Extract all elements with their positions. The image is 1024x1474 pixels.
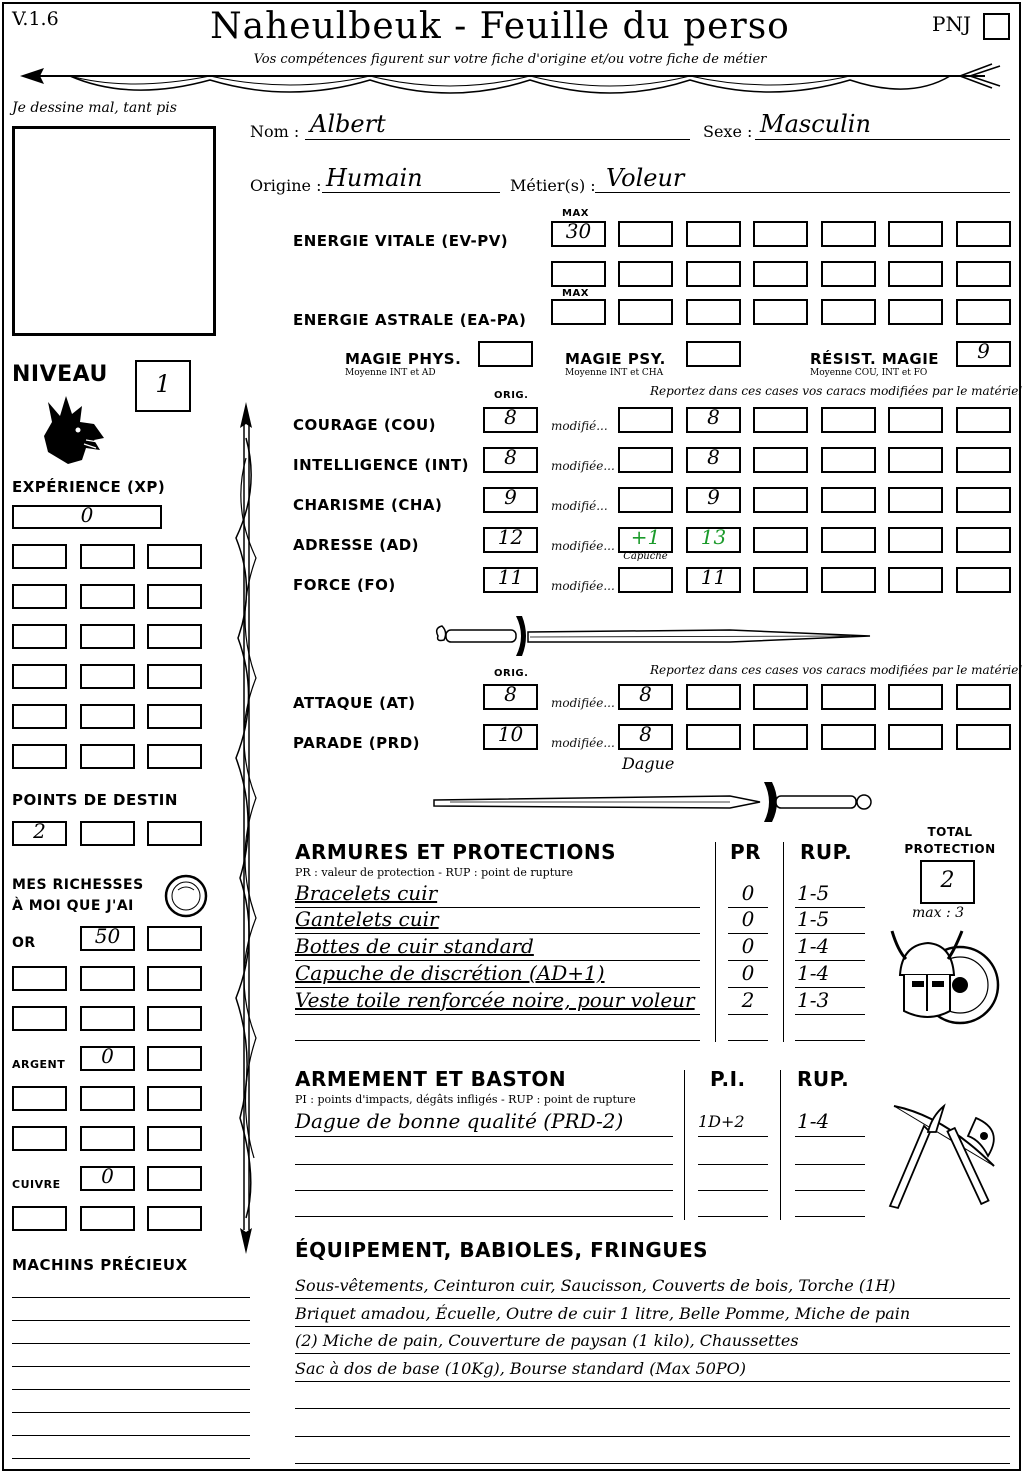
resist-magie-note: Moyenne COU, INT et FO xyxy=(810,368,928,378)
weapon-pi-line xyxy=(698,1190,768,1191)
carac-extra-box[interactable] xyxy=(888,407,943,433)
total-protection-label-2: PROTECTION xyxy=(904,842,996,856)
combat-orig-label: ORIG. xyxy=(494,668,529,679)
wealth-box[interactable] xyxy=(80,926,135,951)
xp-label: EXPÉRIENCE (XP) xyxy=(12,478,166,496)
resist-magie-label: RÉSIST. MAGIE xyxy=(810,350,940,368)
ev-box[interactable] xyxy=(686,221,741,247)
wealth-box[interactable] xyxy=(12,1006,67,1031)
ev-box[interactable] xyxy=(551,221,606,247)
sword-icon xyxy=(430,778,880,828)
origine-value[interactable]: Humain xyxy=(326,164,423,192)
machins-line xyxy=(12,1412,250,1413)
wealth-box[interactable] xyxy=(147,1166,202,1191)
ev-box[interactable] xyxy=(618,261,673,287)
ev-box[interactable] xyxy=(821,261,876,287)
carac-extra-box[interactable] xyxy=(753,487,808,513)
xp-box[interactable] xyxy=(12,584,67,609)
ea-box[interactable] xyxy=(956,299,1011,325)
equipment-line xyxy=(295,1463,1010,1464)
crossed-weapons-icon xyxy=(884,1096,1009,1216)
combat-value-box[interactable] xyxy=(618,724,673,750)
armor-item-rup[interactable]: 1-3 xyxy=(797,988,830,1012)
equipment-title: ÉQUIPEMENT, BABIOLES, FRINGUES xyxy=(295,1238,709,1262)
combat-label: PARADE (PRD) xyxy=(293,734,421,752)
xp-box[interactable] xyxy=(12,624,67,649)
ev-box[interactable] xyxy=(956,261,1011,287)
metier-line xyxy=(595,192,1010,193)
wealth-box[interactable] xyxy=(147,1206,202,1231)
carac-value-box[interactable] xyxy=(686,527,741,553)
destin-box[interactable] xyxy=(80,821,135,846)
armor-item-pr[interactable]: 0 xyxy=(741,907,755,931)
equipment-item[interactable]: (2) Miche de pain, Couverture de paysan (1 kilo), Chaussettes xyxy=(295,1331,799,1350)
carac-extra-box[interactable] xyxy=(821,567,876,593)
ev-label: ENERGIE VITALE (EV-PV) xyxy=(293,232,509,250)
armor-item-rup[interactable]: 1-4 xyxy=(797,961,830,985)
machins-line xyxy=(12,1320,250,1321)
carac-mod-label: modifié... xyxy=(551,419,608,433)
combat-extra-box[interactable] xyxy=(956,684,1011,710)
page-title: Naheulbeuk - Feuille du perso xyxy=(210,6,790,47)
wealth-box[interactable] xyxy=(80,1006,135,1031)
ea-box[interactable] xyxy=(686,299,741,325)
carac-label: CHARISME (CHA) xyxy=(293,496,443,514)
wealth-value: 50 xyxy=(94,924,121,948)
xp-box[interactable] xyxy=(147,584,202,609)
xp-box[interactable] xyxy=(12,704,67,729)
armor-divider xyxy=(715,842,716,1042)
combat-extra-box[interactable] xyxy=(753,724,808,750)
carac-orig-value: 9 xyxy=(504,485,517,509)
carac-orig-box[interactable] xyxy=(483,407,538,433)
machins-line xyxy=(12,1435,250,1436)
carac-extra-box[interactable] xyxy=(753,527,808,553)
metier-label: Métier(s) : xyxy=(510,176,596,195)
wealth-box[interactable] xyxy=(12,1126,67,1151)
total-protection-box[interactable] xyxy=(920,860,975,904)
carac-orig-value: 8 xyxy=(504,405,517,429)
armor-item-pr[interactable]: 0 xyxy=(741,934,755,958)
weapon-rup-line xyxy=(795,1164,865,1165)
carac-orig-box[interactable] xyxy=(483,487,538,513)
pnj-checkbox[interactable] xyxy=(983,13,1010,40)
carac-extra-box[interactable] xyxy=(956,487,1011,513)
armor-line xyxy=(295,1014,700,1015)
carac-extra-box[interactable] xyxy=(956,407,1011,433)
carac-mod-label: modifiée... xyxy=(551,539,615,553)
armor-title: ARMURES ET PROTECTIONS xyxy=(295,840,616,864)
ev-box[interactable] xyxy=(956,221,1011,247)
magie-psy-box[interactable] xyxy=(686,341,741,367)
ea-max-label: MAX xyxy=(562,288,589,299)
carac-value-value: 8 xyxy=(707,405,720,429)
carac-value-box[interactable] xyxy=(686,447,741,473)
resist-magie-box[interactable] xyxy=(956,341,1011,367)
weapon-item-rup[interactable]: 1-4 xyxy=(797,1109,830,1133)
carac-extra-box[interactable] xyxy=(821,527,876,553)
weapon-rup-line xyxy=(795,1190,865,1191)
armor-item-rup[interactable]: 1-5 xyxy=(797,881,830,905)
ev-box[interactable] xyxy=(888,221,943,247)
portrait-box[interactable] xyxy=(12,126,216,336)
nom-label: Nom : xyxy=(250,122,300,141)
wealth-box[interactable] xyxy=(12,1086,67,1111)
xp-box[interactable] xyxy=(80,664,135,689)
coin-icon xyxy=(162,872,210,920)
carac-extra-box[interactable] xyxy=(956,567,1011,593)
combat-extra-box[interactable] xyxy=(888,684,943,710)
ea-box[interactable] xyxy=(618,299,673,325)
wealth-box[interactable] xyxy=(147,1086,202,1111)
spear-icon xyxy=(226,398,266,1258)
armor-divider xyxy=(783,842,784,1042)
total-protection-label-1: TOTAL xyxy=(927,825,973,839)
ev-box[interactable] xyxy=(551,261,606,287)
armor-item-name[interactable]: Capuche de discrétion (AD+1) xyxy=(295,961,605,985)
pnj-label: PNJ xyxy=(932,12,971,36)
origine-line xyxy=(322,192,500,193)
combat-value-value: 8 xyxy=(639,682,652,706)
carac-value-value: 8 xyxy=(707,445,720,469)
carac-orig-box[interactable] xyxy=(483,527,538,553)
wealth-box[interactable] xyxy=(147,1126,202,1151)
ev-max-label: MAX xyxy=(562,208,589,219)
wealth-value: 0 xyxy=(101,1044,114,1068)
wealth-box[interactable] xyxy=(147,1006,202,1031)
subtitle: Vos compétences figurent sur votre fiche d'origine et/ou votre fiche de métier xyxy=(253,52,767,67)
carac-value-box[interactable] xyxy=(686,407,741,433)
armor-item-pr[interactable]: 0 xyxy=(741,961,755,985)
combat-extra-box[interactable] xyxy=(956,724,1011,750)
cuivre-label: CUIVRE xyxy=(12,1178,61,1191)
magie-phys-note: Moyenne INT et AD xyxy=(345,368,436,378)
xp-value: 0 xyxy=(80,503,94,527)
or-label: OR xyxy=(12,935,36,951)
carac-mod-label: modifiée... xyxy=(551,459,615,473)
carac-bonus-note: Capuche xyxy=(623,551,668,562)
carac-value-value: 13 xyxy=(700,525,727,549)
ea-box[interactable] xyxy=(551,299,606,325)
xp-box[interactable] xyxy=(12,664,67,689)
wealth-box[interactable] xyxy=(147,1046,202,1071)
sexe-line xyxy=(755,139,1010,140)
combat-mod-label: modifiée... xyxy=(551,736,615,750)
combat-mod-label: modifiée... xyxy=(551,696,615,710)
wealth-box[interactable] xyxy=(80,1046,135,1071)
combat-report-note: Reportez dans ces cases vos caracs modifiées par le matériel xyxy=(650,663,1023,677)
wealth-box[interactable] xyxy=(80,1206,135,1231)
nom-line xyxy=(305,139,690,140)
ea-box[interactable] xyxy=(821,299,876,325)
machins-label: MACHINS PRÉCIEUX xyxy=(12,1256,188,1274)
carac-bonus-box[interactable] xyxy=(618,527,673,553)
equipment-item[interactable]: Briquet amadou, Écuelle, Outre de cuir 1 litre, Belle Pomme, Miche de pain xyxy=(295,1303,911,1323)
armor-item-rup[interactable]: 1-5 xyxy=(797,907,830,931)
carac-label: COURAGE (COU) xyxy=(293,416,437,434)
carac-value-value: 11 xyxy=(700,565,727,589)
ev-box[interactable] xyxy=(686,261,741,287)
carac-orig-value: 8 xyxy=(504,445,517,469)
weapons-note: PI : points d'impacts, dégâts infligés - RUP : point de rupture xyxy=(295,1093,636,1106)
xp-box[interactable] xyxy=(12,744,67,769)
carac-extra-box[interactable] xyxy=(888,487,943,513)
combat-orig-value: 10 xyxy=(497,722,524,746)
combat-extra-box[interactable] xyxy=(821,724,876,750)
armor-rup-header: RUP. xyxy=(800,840,853,864)
armor-pr-header: PR xyxy=(730,840,762,864)
xp-box[interactable] xyxy=(147,744,202,769)
machins-line xyxy=(12,1297,250,1298)
xp-box[interactable] xyxy=(80,544,135,569)
carac-extra-box[interactable] xyxy=(888,567,943,593)
carac-value-box[interactable] xyxy=(686,487,741,513)
resist-magie-value: 9 xyxy=(977,339,990,363)
machins-line xyxy=(12,1366,250,1367)
weapons-divider xyxy=(684,1070,685,1220)
combat-value-box[interactable] xyxy=(618,684,673,710)
niveau-label: NIVEAU xyxy=(12,362,108,387)
combat-extra-box[interactable] xyxy=(686,724,741,750)
ev-box[interactable] xyxy=(821,221,876,247)
carac-extra-box[interactable] xyxy=(753,407,808,433)
combat-orig-value: 8 xyxy=(504,682,517,706)
wealth-box[interactable] xyxy=(80,1086,135,1111)
weapon-pi-line xyxy=(698,1216,768,1217)
carac-extra-box[interactable] xyxy=(821,487,876,513)
armor-item-name[interactable]: Veste toile renforcée noire, pour voleur xyxy=(295,988,695,1012)
carac-orig-label: ORIG. xyxy=(494,390,529,401)
destin-value: 2 xyxy=(33,819,46,843)
carac-extra-box[interactable] xyxy=(753,447,808,473)
weapons-rup-header: RUP. xyxy=(797,1067,850,1091)
combat-note: Dague xyxy=(622,754,675,773)
carac-extra-box[interactable] xyxy=(956,447,1011,473)
equipment-line xyxy=(295,1353,1010,1354)
niveau-value: 1 xyxy=(155,370,171,398)
carac-orig-box[interactable] xyxy=(483,567,538,593)
carac-orig-box[interactable] xyxy=(483,447,538,473)
armor-item-name[interactable]: Bottes de cuir standard xyxy=(295,934,534,958)
carac-extra-box[interactable] xyxy=(821,407,876,433)
carac-value-value: 9 xyxy=(707,485,720,509)
wealth-box[interactable] xyxy=(12,1206,67,1231)
richesses-label-2: À MOI QUE J'AI xyxy=(12,898,134,914)
weapons-title: ARMEMENT ET BASTON xyxy=(295,1067,567,1091)
ev-value: 30 xyxy=(565,219,592,243)
weapons-divider xyxy=(780,1070,781,1220)
destin-label: POINTS DE DESTIN xyxy=(12,791,178,809)
magie-phys-label: MAGIE PHYS. xyxy=(345,350,462,368)
equipment-line xyxy=(295,1381,1010,1382)
combat-value-value: 8 xyxy=(639,722,652,746)
combat-extra-box[interactable] xyxy=(753,684,808,710)
carac-mod-label: modifié... xyxy=(551,499,608,513)
weapon-line xyxy=(295,1136,673,1137)
weapon-pi-line xyxy=(698,1136,768,1137)
xp-box[interactable] xyxy=(80,704,135,729)
ev-box[interactable] xyxy=(618,221,673,247)
carac-bonus-box[interactable] xyxy=(618,407,673,433)
carac-bonus-box[interactable] xyxy=(618,447,673,473)
armor-item-pr[interactable]: 0 xyxy=(741,881,755,905)
carac-report-note: Reportez dans ces cases vos caracs modifiées par le matériel xyxy=(650,384,1023,398)
xp-box[interactable] xyxy=(80,624,135,649)
equipment-line xyxy=(295,1436,1010,1437)
weapon-line xyxy=(295,1164,673,1165)
xp-box[interactable] xyxy=(12,505,162,529)
machins-line xyxy=(12,1343,250,1344)
machins-line xyxy=(12,1458,250,1459)
ev-box[interactable] xyxy=(753,221,808,247)
equipment-line xyxy=(295,1326,1010,1327)
carac-extra-box[interactable] xyxy=(888,527,943,553)
destin-box[interactable] xyxy=(12,821,67,846)
equipment-line xyxy=(295,1298,1010,1299)
weapon-line xyxy=(295,1216,673,1217)
carac-value-box[interactable] xyxy=(686,567,741,593)
argent-label: ARGENT xyxy=(12,1058,66,1071)
equipment-item[interactable]: Sac à dos de base (10Kg), Bourse standard (Max 50PO) xyxy=(295,1358,747,1378)
wealth-box[interactable] xyxy=(147,966,202,991)
carac-extra-box[interactable] xyxy=(956,527,1011,553)
sexe-label: Sexe : xyxy=(703,122,753,141)
xp-box[interactable] xyxy=(12,544,67,569)
xp-box[interactable] xyxy=(147,664,202,689)
ea-label: ENERGIE ASTRALE (EA-PA) xyxy=(293,311,527,329)
armor-pr-line xyxy=(728,1040,768,1041)
weapon-rup-line xyxy=(795,1136,865,1137)
ev-box[interactable] xyxy=(888,261,943,287)
carac-bonus-value: +1 xyxy=(630,525,661,549)
total-protection-value: 2 xyxy=(940,868,955,893)
armor-item-name[interactable]: Gantelets cuir xyxy=(295,907,439,931)
equipment-item[interactable]: Sous-vêtements, Ceinturon cuir, Saucisson, Couverts de bois, Torche (1H) xyxy=(295,1276,896,1295)
origine-label: Origine : xyxy=(250,176,322,195)
wealth-box[interactable] xyxy=(80,966,135,991)
version-label: V.1.6 xyxy=(12,8,59,30)
xp-box[interactable] xyxy=(147,544,202,569)
xp-box[interactable] xyxy=(80,584,135,609)
destin-box[interactable] xyxy=(147,821,202,846)
carac-orig-value: 12 xyxy=(497,525,524,549)
nom-value[interactable]: Albert xyxy=(310,110,386,138)
carac-extra-box[interactable] xyxy=(753,567,808,593)
magie-psy-note: Moyenne INT et CHA xyxy=(565,368,664,378)
carac-mod-label: modifiée... xyxy=(551,579,615,593)
richesses-label-1: MES RICHESSES xyxy=(12,877,144,893)
sexe-value[interactable]: Masculin xyxy=(760,110,871,138)
combat-extra-box[interactable] xyxy=(821,684,876,710)
weapon-item-name[interactable]: Dague de bonne qualité (PRD-2) xyxy=(295,1109,624,1133)
armor-item-name[interactable]: Bracelets cuir xyxy=(295,881,438,905)
weapons-pi-header: P.I. xyxy=(710,1067,746,1091)
combat-extra-box[interactable] xyxy=(686,684,741,710)
xp-box[interactable] xyxy=(147,704,202,729)
carac-label: FORCE (FO) xyxy=(293,576,396,594)
wealth-value: 0 xyxy=(101,1164,114,1188)
ea-box[interactable] xyxy=(888,299,943,325)
carac-extra-box[interactable] xyxy=(821,447,876,473)
wealth-box[interactable] xyxy=(80,1166,135,1191)
armor-item-rup[interactable]: 1-4 xyxy=(797,934,830,958)
magie-phys-box[interactable] xyxy=(478,341,533,367)
combat-label: ATTAQUE (AT) xyxy=(293,694,416,712)
armor-line xyxy=(295,1040,700,1041)
combat-orig-box[interactable] xyxy=(483,684,538,710)
wealth-box[interactable] xyxy=(147,926,202,951)
ea-box[interactable] xyxy=(753,299,808,325)
armor-pr-line xyxy=(728,1014,768,1015)
metier-value[interactable]: Voleur xyxy=(606,164,685,192)
carac-label: INTELLIGENCE (INT) xyxy=(293,456,469,474)
armor-rup-line xyxy=(795,1040,865,1041)
weapon-rup-line xyxy=(795,1216,865,1217)
armor-item-pr[interactable]: 2 xyxy=(741,988,755,1012)
dragon-icon xyxy=(38,392,106,466)
machins-line xyxy=(12,1389,250,1390)
wealth-box[interactable] xyxy=(80,1126,135,1151)
carac-bonus-box[interactable] xyxy=(618,567,673,593)
sword-icon xyxy=(430,610,880,660)
niveau-box[interactable] xyxy=(135,360,191,412)
xp-box[interactable] xyxy=(80,744,135,769)
helmet-shield-icon xyxy=(888,925,1003,1035)
carac-orig-value: 11 xyxy=(497,565,524,589)
combat-extra-box[interactable] xyxy=(888,724,943,750)
wealth-box[interactable] xyxy=(12,966,67,991)
equipment-line xyxy=(295,1408,1010,1409)
xp-box[interactable] xyxy=(147,624,202,649)
carac-label: ADRESSE (AD) xyxy=(293,536,420,554)
max-note: max : 3 xyxy=(912,905,965,921)
weapon-line xyxy=(295,1190,673,1191)
carac-bonus-box[interactable] xyxy=(618,487,673,513)
ev-box[interactable] xyxy=(753,261,808,287)
combat-orig-box[interactable] xyxy=(483,724,538,750)
weapon-pi-line xyxy=(698,1164,768,1165)
weapon-item-pi[interactable]: 1D+2 xyxy=(698,1112,745,1131)
carac-extra-box[interactable] xyxy=(888,447,943,473)
portrait-caption: Je dessine mal, tant pis xyxy=(12,100,177,116)
armor-rup-line xyxy=(795,1014,865,1015)
magie-psy-label: MAGIE PSY. xyxy=(565,350,666,368)
armor-note: PR : valeur de protection - RUP : point de rupture xyxy=(295,866,573,879)
